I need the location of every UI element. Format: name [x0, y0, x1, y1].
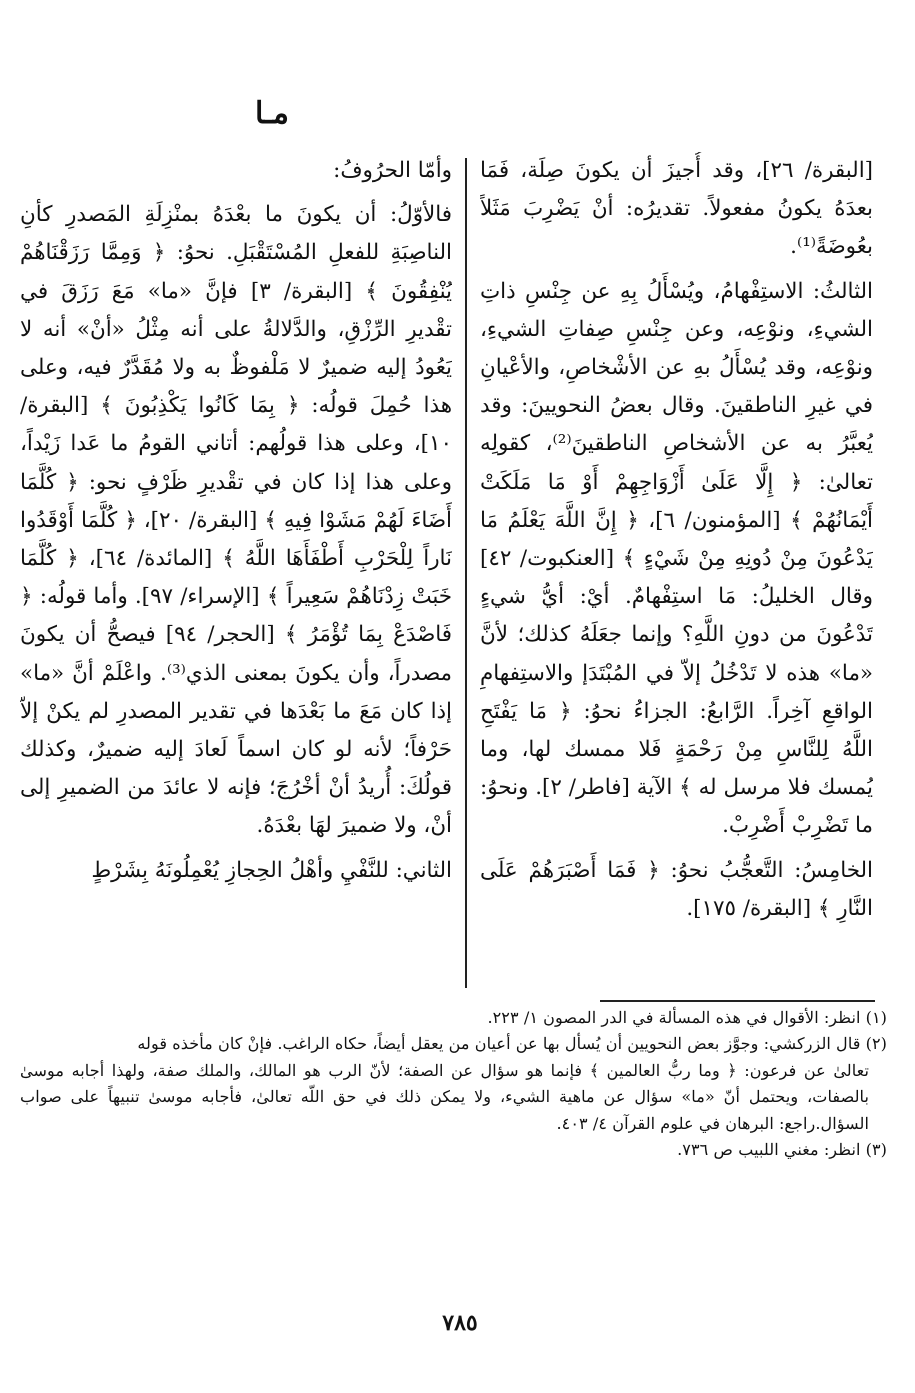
paragraph: الثاني: للنَّفْيِ وأهْلُ الحِجازِ يُعْمِلُونَهُ بِشَرْطٍ [91, 857, 452, 883]
right-column [480, 152, 873, 987]
footnote-3: (٣) انظر: مغني اللبيب ص ٧٣٦. [677, 1140, 887, 1160]
footnotes [20, 1005, 887, 1163]
section-heading: وأمّا الحرُوفُ: [333, 158, 452, 183]
paragraph: فالأوّلُ: أن يكونَ ما بعْدَهُ بمنْزِلَةِ المَصدرِ كأنِ الناصِبَةِ للفعلِ المُسْتَقْبَلِ. نحوُ: ﴿ وَمِمَّا رَزَقْنَاهُمْ يُنْفِقُونَ ﴾ [البقرة/ ٣] فإنَّ «ما» مَعَ رَزَقَ في تقْديرِ الرِّزْقِ، والدَّلالةُ على أنه مِثْلُ «أنْ» أنه لا يَعُودُ إليه ضميرٌ لا مَلْفوظٌ به ولا مُقَدَّرٌ فيه، وعلى هذا حُمِلَ قولُه: ﴿ بِمَا كَانُوا يَكْذِبُونَ ﴾ [البقرة/ ١٠]، وعلى هذا قولُهم: أتاني القومُ ما عَدا زَيْداً، وعلى هذا إذا كان في تقْديرِ ظَرْفٍ نحو: ﴿ كُلَّمَا أَضَاءَ لَهُمْ مَشَوْا فِيهِ ﴾ [البقرة/ ٢٠]، ﴿ كُلَّمَا أَوْقَدُوا نَاراً لِلْحَرْبِ أَطْفَأَهَا اللَّهُ ﴾ [المائدة/ ٦٤]، ﴿ كُلَّمَا خَبَتْ زِدْنَاهُمْ سَعِيراً ﴾ [الإسراء/ ٩٧]. وأما قولُه: ﴿ فَاصْدَعْ بِمَا تُؤْمَرُ ﴾ [الحجر/ ٩٤] فيصحُّ أن يكونَ مصدراً، وأن يكونَ بمعنى الذي⁽³⁾. واعْلَمْ أنَّ «ما» إذا كان مَعَ ما بَعْدَها في تقدير المصدرِ لم يكنْ إلاّ حَرْفاً؛ لأنه لو كان اسماً لَعادَ إليه ضميرٌ، وكذلك قولُكَ: أُريدُ أنْ أخْرُجَ؛ فإنه لا عائدَ من الضميرِ إلى أنْ، ولا ضميرَ لهَا بعْدَهُ. [20, 202, 452, 839]
paragraph: الخامِسُ: التَّعجُّبُ نحوُ: ﴿ فَمَا أَصْبَرَهُمْ عَلَى النَّارِ ﴾ [البقرة/ ١٧٥]. [480, 857, 873, 921]
page-number: ٧٨٥ [442, 1310, 478, 1336]
running-header: مـا [255, 96, 289, 131]
left-column [20, 152, 452, 987]
paragraph: [البقرة/ ٢٦]، وقد أُجيزَ أن يكونَ صِلَة، فَمَا بعدَهُ يكونُ مفعولاً. تقديرُه: أنْ يَضْرِبَ مَثَلاً بعُوضَةً⁽¹⁾. [480, 158, 873, 260]
footnote-2: (٢) قال الزركشي: وجوَّز بعض النحويين أن يُسأل بها عن أعيان من يعقل أيضاً، حكاه الراغب. فإنْ كان مأخذه قوله [137, 1034, 887, 1054]
footnote-2-continued: تعالىٰ عن فرعون: ﴿ وما ربُّ العالمين ﴾ فإنما هو سؤال عن الصفة؛ لأنّ الرب هو المالك، والملك صفة، ولهذا أجابه موسىٰ بالصفات، ويحتمل أنّ «ما» سؤال عن ماهية الشيء، ولا يمكن ذلك في حق اللّه تعالىٰ، فأجابه موسىٰ تنبيهاً على صواب السؤال.راجع: البرهان في علوم القرآن ٤/ ٤٠٣. [20, 1060, 869, 1133]
footnote-1: (١) انظر: الأقوال في هذه المسألة في الدر المصون ١/ ٢٢٣. [487, 1008, 887, 1027]
column-divider [465, 158, 467, 988]
paragraph: الثالثُ: الاستِفْهامُ، ويُسْأَلُ بِهِ عن جِنْسِ ذاتِ الشيءِ، ونوْعِه، وعن جِنْسِ صِفاتِ الشيءِ، ونوْعِه، وقد يُسْأَلُ بهِ عن الأشْخاصِ، والأعْيانِ في غيرِ الناطقينَ. وقال بعضُ النحويينَ: وقد يُعبَّرُ به عن الأشخاصِ الناطقينَ⁽²⁾، كقولِه تعالىٰ: ﴿ إِلَّا عَلَىٰ أَزْوَاجِهِمْ أَوْ مَا مَلَكَتْ أَيْمَانُهُمْ ﴾ [المؤمنون/ ٦]، ﴿ إِنَّ اللَّهَ يَعْلَمُ مَا يَدْعُونَ مِنْ دُونِهِ مِنْ شَيْءٍ ﴾ [العنكبوت/ ٤٢] وقال الخليلُ: مَا استِفْهامٌ. أيْ: أيُّ شيءٍ تَدْعُونَ من دونِ اللَّهِ؟ وإنما جعَلَهُ كذلك؛ لأنَّ «ما» هذه لا تَدْخُلُ إلاّ في المُبْتَدَإ والاستِفهامِ الواقعِ آخِراً. الرَّابعُ: الجزاءُ نحوُ: ﴿ مَا يَفْتَحِ اللَّهُ لِلنَّاسِ مِنْ رَحْمَةٍ فَلا ممسك لها، وما يُمسك فلا مرسل له ﴾ الآية [فاطر/ ٢]. ونحوُ: ما تَضْرِبْ أَضْرِبْ. [480, 278, 873, 839]
footnote-separator [600, 1000, 875, 1002]
